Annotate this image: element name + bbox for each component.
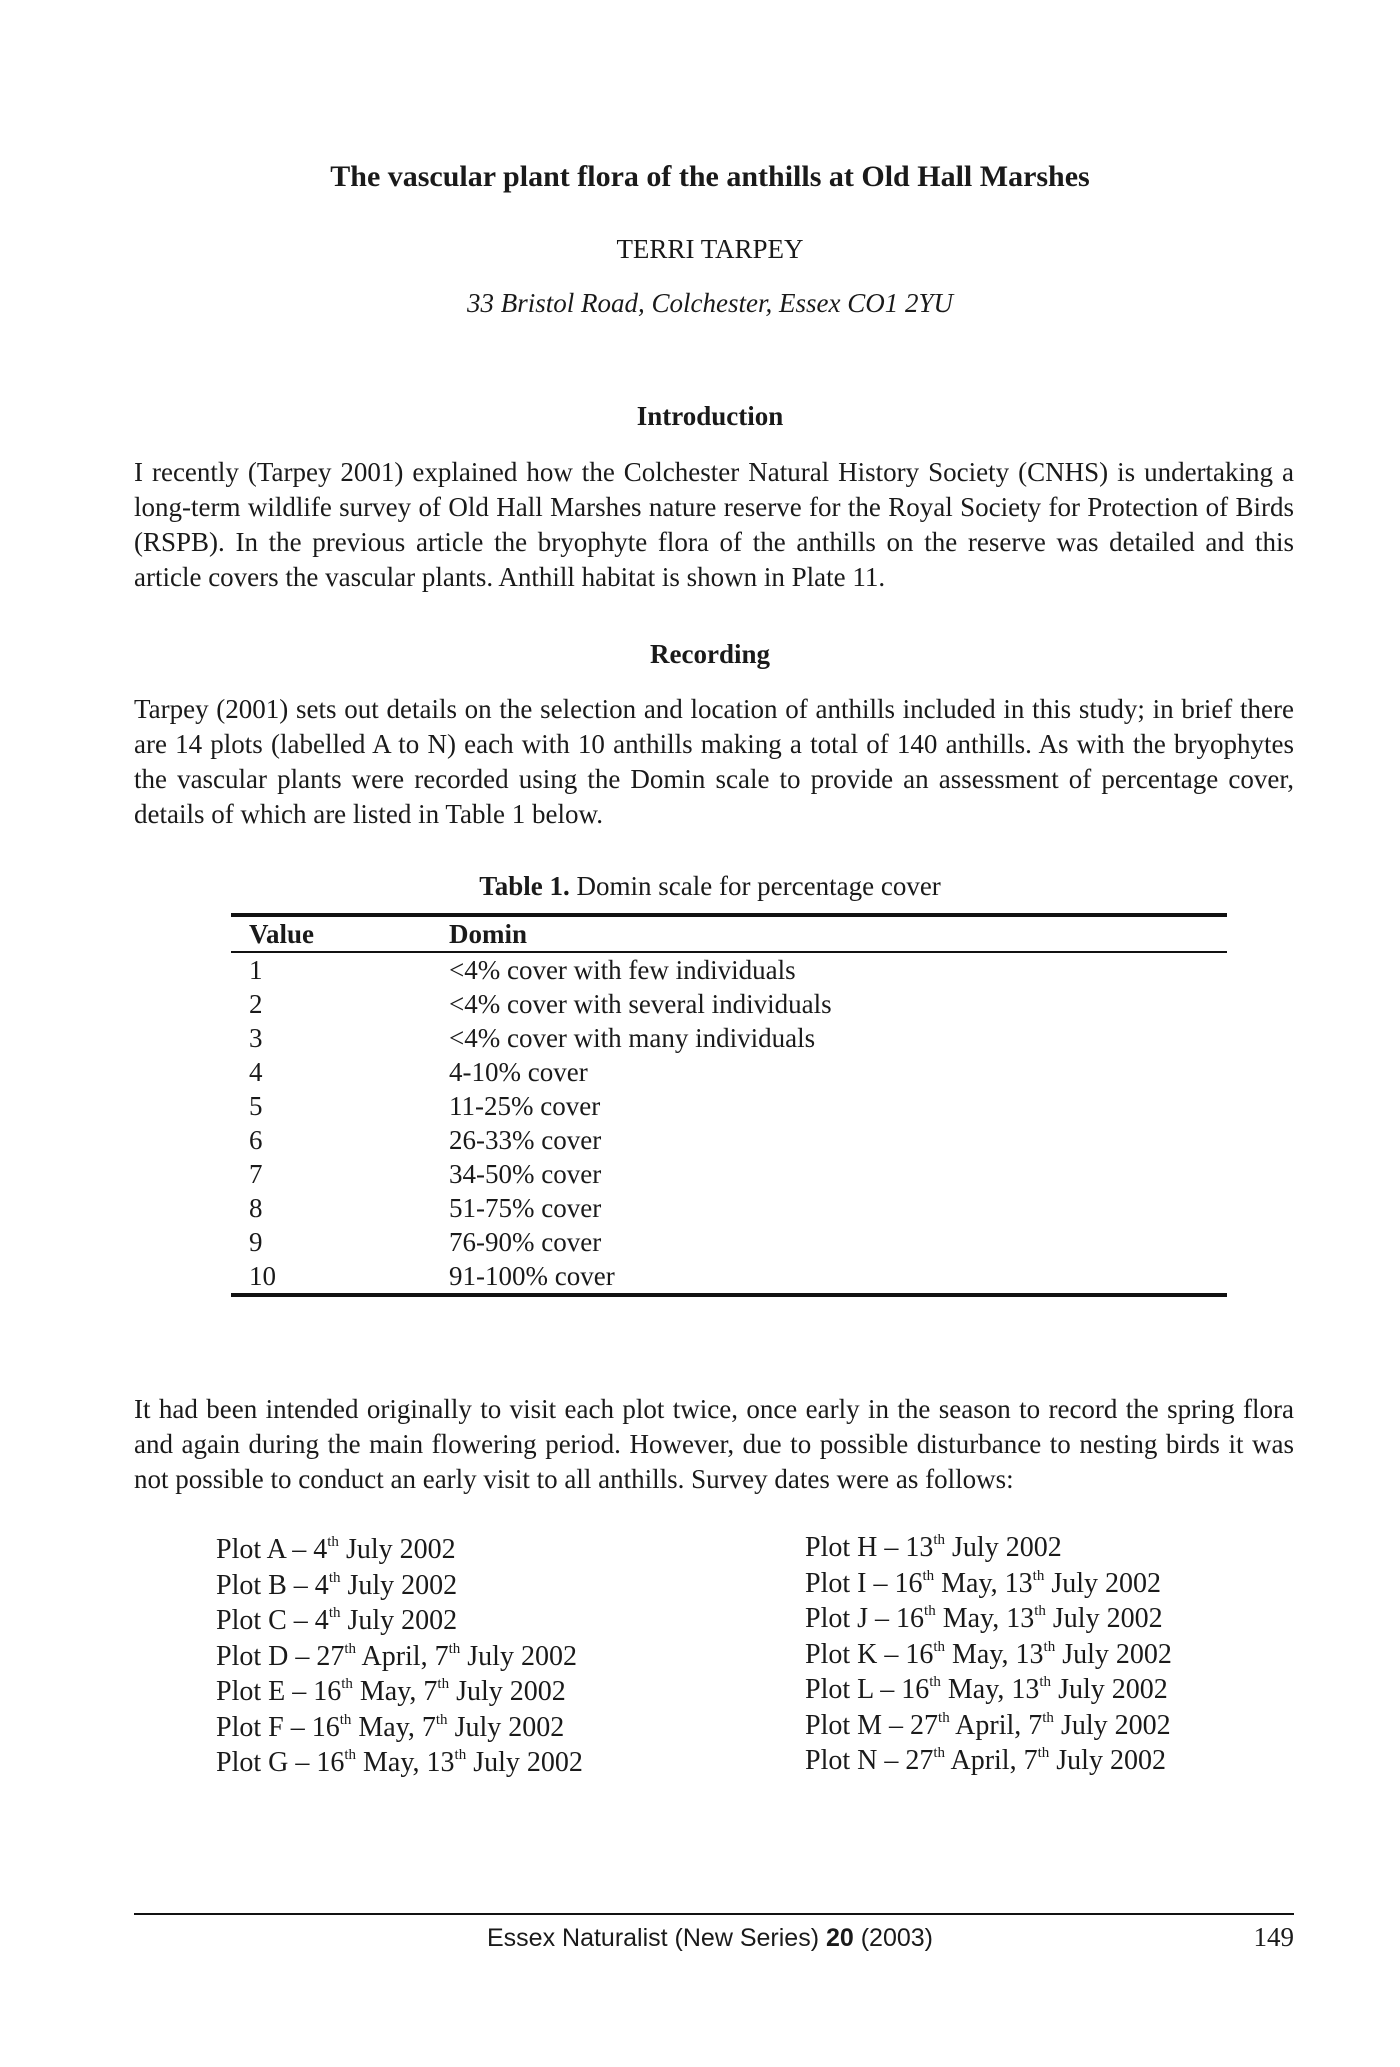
table-header-row bbox=[231, 917, 1227, 953]
survey-paragraph: It had been intended originally to visit each plot twice, once early in the season to record the spring flora and again during the main flowering period. However, due to possible disturbance to nesting birds it was not possible to conduct an early visit to all anthills. Survey dates were as follows: bbox=[134, 1394, 1294, 1494]
table-cell-domin: 34-50% cover bbox=[449, 1159, 602, 1189]
table-caption-label: Table 1. bbox=[479, 871, 570, 901]
table-row bbox=[231, 1089, 1227, 1123]
survey-date-line: Plot L – 16th May, 13th July 2002 bbox=[805, 1674, 1168, 1705]
table-cell-value: 8 bbox=[249, 1193, 263, 1223]
survey-date-line: Plot D – 27th April, 7th July 2002 bbox=[216, 1640, 577, 1672]
author-address: 33 Bristol Road, Colchester, Essex CO1 2YU bbox=[467, 288, 953, 318]
survey-dates-right-column bbox=[805, 1530, 1172, 1779]
table-cell-value: 9 bbox=[249, 1227, 263, 1257]
journal-name: Essex Naturalist (New Series) bbox=[486, 1924, 826, 1952]
table-header-value: Value bbox=[249, 919, 315, 949]
survey-date-line: Plot M – 27th April, 7th July 2002 bbox=[805, 1709, 1171, 1741]
article-title: The vascular plant flora of the anthills at Old Hall Marshes bbox=[330, 160, 1090, 193]
table-cell-value: 6 bbox=[249, 1125, 263, 1155]
survey-date-line: Plot C – 4th July 2002 bbox=[216, 1605, 458, 1636]
journal-year: (2003) bbox=[853, 1924, 933, 1952]
table-cell-domin: <4% cover with few individuals bbox=[449, 955, 796, 985]
introduction-heading: Introduction bbox=[636, 401, 784, 431]
table-cell-value: 2 bbox=[249, 989, 263, 1019]
table-cell-domin: 11-25% cover bbox=[449, 1091, 601, 1121]
table-row bbox=[231, 1157, 1227, 1191]
survey-date-line: Plot N – 27th April, 7th July 2002 bbox=[805, 1745, 1166, 1776]
journal-volume: 20 bbox=[825, 1924, 854, 1952]
survey-date-line: Plot H – 13th July 2002 bbox=[805, 1532, 1062, 1563]
journal-citation bbox=[0, 1924, 1400, 1953]
table-cell-domin: <4% cover with many individuals bbox=[449, 1023, 816, 1053]
table-row bbox=[231, 1021, 1227, 1055]
domin-scale-table bbox=[231, 913, 1227, 1297]
table-row bbox=[231, 1123, 1227, 1157]
table-cell-domin: 26-33% cover bbox=[449, 1125, 602, 1155]
survey-date-line: Plot B – 4th July 2002 bbox=[216, 1569, 458, 1601]
survey-date-line: Plot K – 16th May, 13th July 2002 bbox=[805, 1638, 1172, 1670]
footer-divider bbox=[134, 1913, 1294, 1915]
table-row bbox=[231, 987, 1227, 1021]
survey-date-line: Plot E – 16th May, 7th July 2002 bbox=[216, 1676, 566, 1707]
survey-date-line: Plot A – 4th July 2002 bbox=[216, 1534, 456, 1565]
table-cell-value: 4 bbox=[249, 1057, 263, 1087]
table-cell-domin: <4% cover with several individuals bbox=[449, 989, 832, 1019]
table-cell-value: 1 bbox=[249, 955, 263, 985]
table-cell-domin: 91-100% cover bbox=[449, 1261, 615, 1291]
table-row bbox=[231, 1191, 1227, 1225]
table-row bbox=[231, 953, 1227, 987]
survey-date-line: Plot I – 16th May, 13th July 2002 bbox=[805, 1567, 1162, 1599]
table-cell-domin: 51-75% cover bbox=[449, 1193, 602, 1223]
table-cell-domin: 4-10% cover bbox=[449, 1057, 588, 1087]
survey-dates-left-column bbox=[216, 1532, 583, 1781]
table-cell-value: 10 bbox=[249, 1261, 276, 1291]
recording-paragraph: Tarpey (2001) sets out details on the selection and location of anthills included in this study; in brief there are 14 plots (labelled A to N) each with 10 anthills making a total of 140 anthills. As with the bryophytes the vascular plants were recorded using the Domin scale to provide an assessment of percentage cover, details of which are listed in Table 1 below. bbox=[134, 694, 1294, 829]
table-row bbox=[231, 1259, 1227, 1293]
survey-date-line: Plot G – 16th May, 13th July 2002 bbox=[216, 1747, 583, 1778]
table-header-domin: Domin bbox=[449, 919, 528, 949]
author-name: TERRI TARPEY bbox=[616, 234, 804, 264]
table-cell-value: 3 bbox=[249, 1023, 263, 1053]
recording-heading: Recording bbox=[650, 639, 770, 669]
table-row bbox=[231, 1225, 1227, 1259]
table-caption bbox=[0, 871, 1400, 902]
table-cell-value: 7 bbox=[249, 1159, 263, 1189]
page-number: 149 bbox=[1253, 1922, 1294, 1952]
table-row bbox=[231, 1055, 1227, 1089]
survey-date-line: Plot F – 16th May, 7th July 2002 bbox=[216, 1711, 565, 1743]
table-cell-domin: 76-90% cover bbox=[449, 1227, 602, 1257]
survey-date-line: Plot J – 16th May, 13th July 2002 bbox=[805, 1603, 1163, 1634]
table-cell-value: 5 bbox=[249, 1091, 263, 1121]
table-caption-text: Domin scale for percentage cover bbox=[569, 871, 941, 901]
introduction-paragraph: I recently (Tarpey 2001) explained how the Colchester Natural History Society (CNHS) is undertaking a long-term wildlife survey of Old Hall Marshes nature reserve for the Royal Society for Protection of Birds (RSPB). In the previous article the bryophyte flora of the anthills on the reserve was detailed and this article covers the vascular plants. Anthill habitat is shown in Plate 11. bbox=[134, 457, 1294, 592]
